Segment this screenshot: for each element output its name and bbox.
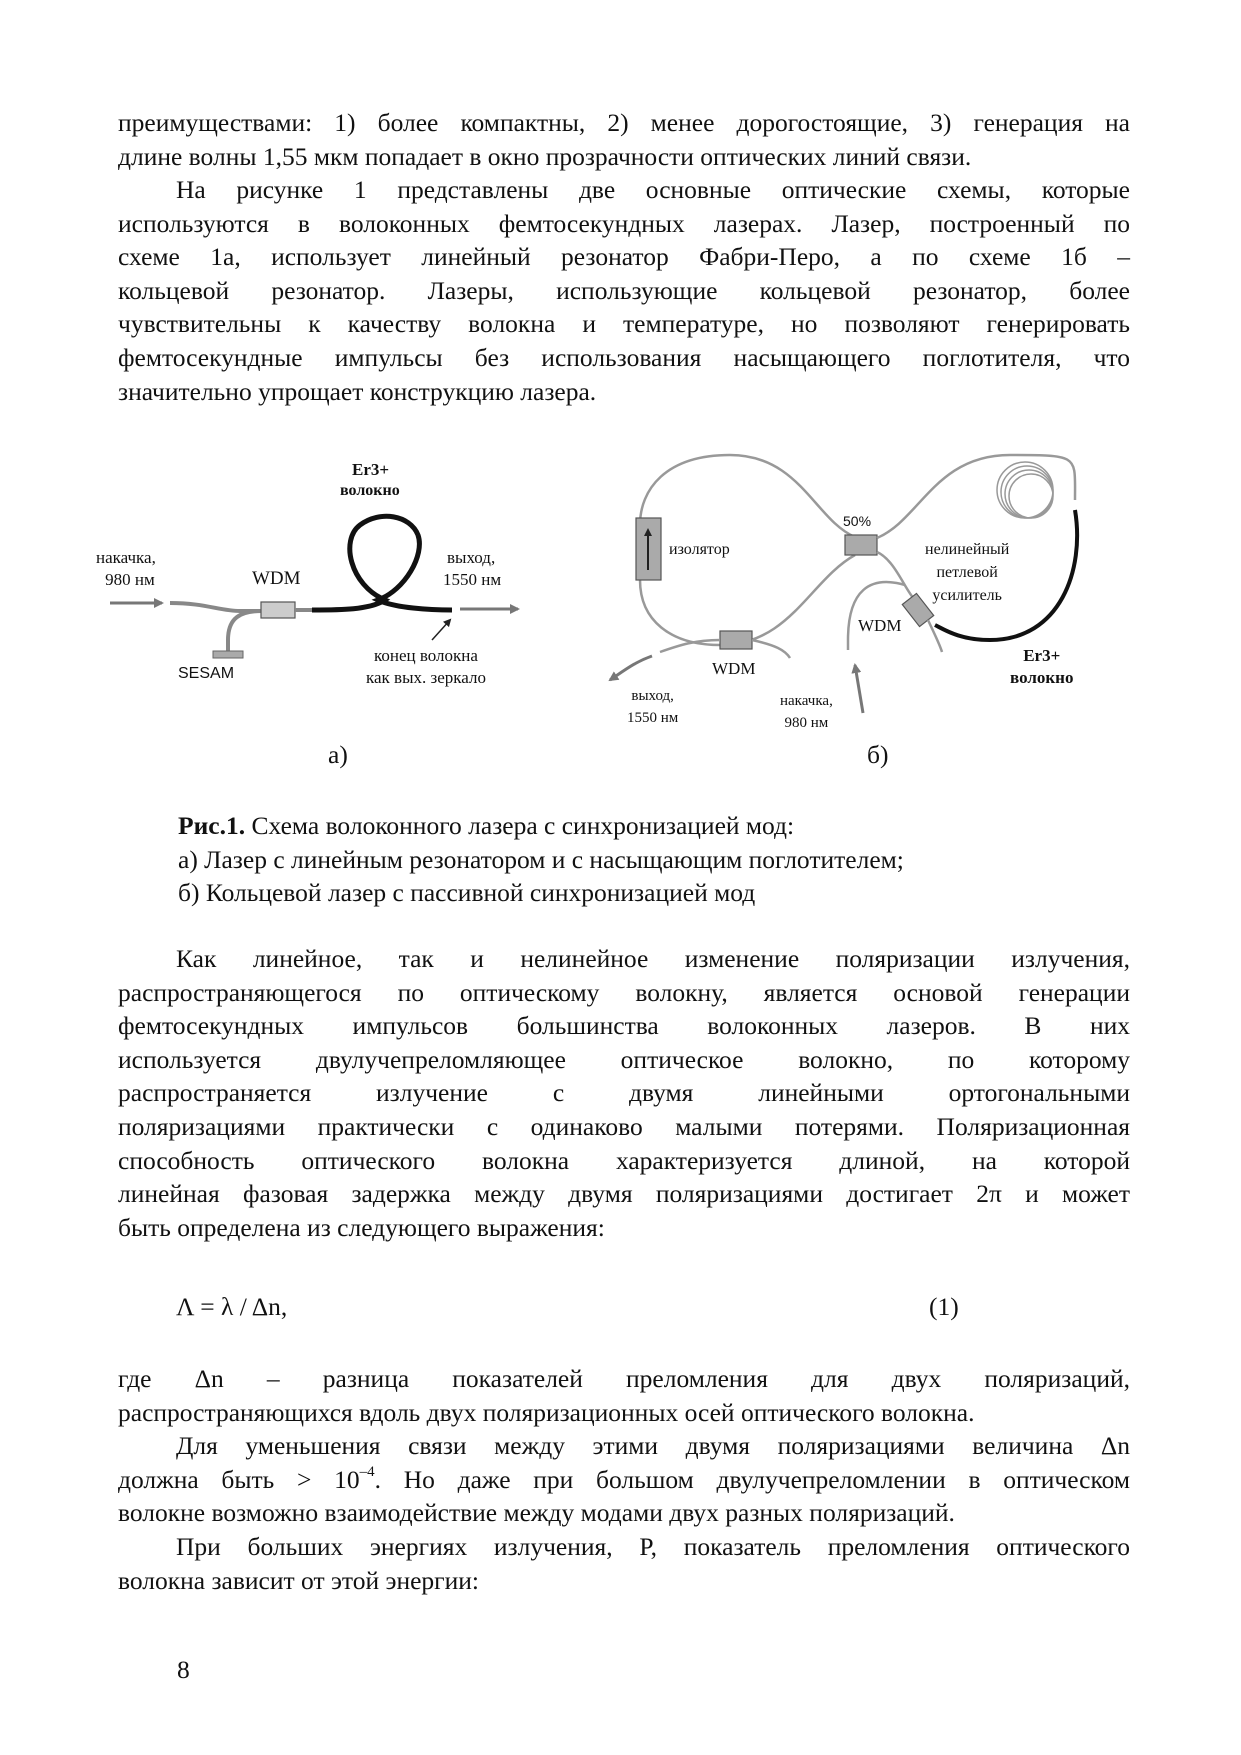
label-line: 1550 нм [627,710,679,726]
text-line: На рисунке 1 представлены две основные оптические схемы, которые [176,175,1130,204]
text-line: распространяющегося по оптическому волокну, является основой генерации [118,977,1130,1007]
text-line: распространяющихся вдоль двух поляризационных осей оптического волокна. [118,1397,975,1427]
label-line: 980 нм [784,715,829,731]
label-pump-b [780,690,833,734]
text-line: значительно упрощает конструкцию лазера. [118,376,597,406]
label-line: нелинейный [925,541,1010,558]
text-line: длине волны 1,55 мкм попадает в окно прозрачности оптических линий связи. [118,141,972,171]
text-line: используется двулучепреломляющее оптическое волокно, по которому [118,1044,1130,1074]
paragraph-advantages [118,106,1130,173]
label-line: выход, [447,548,496,567]
label-wdm-a: WDM [252,568,301,589]
text-line: быть определена из следующего выражения: [118,1212,605,1242]
label-output-a [443,547,502,591]
label-line: усилитель [932,587,1002,604]
label-line: петлевой [936,564,998,581]
subfigure-label-b: б) [867,740,889,769]
sesam-mirror [213,651,243,658]
label-line: накачка, [780,693,833,709]
paragraph-where [118,1362,1130,1429]
label-nolm [925,538,1009,607]
label-line: 980 нм [105,570,155,589]
text-line: кольцевой резонатор. Лазеры, использующие кольцевой резонатор, более [118,275,1130,305]
label-fiber-end [366,645,486,689]
superscript-exponent: –4 [359,1463,375,1480]
wdm-bottom [720,631,752,649]
pump-arrow-icon [855,665,863,713]
text-fragment: . Но даже при большом двулучепреломлении в оптическом [374,1464,1130,1494]
text-line: поляризациями практически с одинаково малыми потерями. Поляризационная [118,1111,1130,1141]
figure-caption [178,809,904,910]
text-line: схеме 1а, использует линейный резонатор Фабри-Перо, а по схеме 1б – [118,242,1130,272]
fiber-coil [997,462,1053,518]
paragraph-energy [118,1530,1130,1597]
label-line: Er3+ [1023,646,1061,665]
er-fiber-loop [312,516,452,610]
paragraph-schemes [118,173,1130,408]
label-er-fiber-b [1010,645,1073,689]
caption-label: Рис.1. [178,811,246,840]
paragraph-coupling [118,1429,1130,1530]
text-line [118,1463,1130,1497]
text-line: линейная фазовая задержка между двумя поляризациями достигает 2π и может [118,1179,1130,1209]
label-isolator: изолятор [669,541,730,558]
label-line: выход, [631,688,674,704]
text-line: волокне возможно взаимодействие между модами двух разных поляризаций. [118,1498,955,1528]
subfigure-label-a: а) [328,740,348,769]
label-wdm-right: WDM [858,616,902,635]
label-fiber: волокно [340,482,400,499]
label-line: волокно [1010,668,1074,687]
paragraph-polarization [118,942,1130,1244]
text-line: чувствительны к качеству волокна и температуре, но позволяют генерировать [118,309,1130,339]
text-line: фемтосекундные импульсы без использования насыщающего поглотителя, что [118,342,1130,372]
label-pump-a [96,547,156,591]
label-coupler-50: 50% [843,513,872,529]
text-line: фемтосекундных импульсов большинства волоконных лазеров. В них [118,1011,1130,1041]
text-fragment: должна быть > 10 [118,1464,360,1494]
wdm-coupler [261,602,295,618]
label-line: как вых. зеркало [366,668,486,687]
text-line: Как линейное, так и нелинейное изменение поляризации излучения, [176,944,1130,973]
label-line: Er3+ [352,460,390,479]
caption-line-b: б) Кольцевой лазер с пассивной синхронизацией мод [178,878,756,908]
text-line: распространяется излучение с двумя линейными ортогональными [118,1078,1130,1108]
label-er-fiber [352,460,389,480]
caption-title [178,809,904,843]
text-line: преимуществами: 1) более компактны, 2) менее дорогостоящие, 3) генерация на [118,108,1130,137]
caption-line-a: а) Лазер с линейным резонатором и с насыщающим поглотителем; [178,844,904,874]
text-line: Для уменьшения связи между этими двумя поляризациями величина Δn [176,1431,1130,1460]
text-line: способность оптического волокна характеризуется длиной, на которой [118,1145,1130,1175]
figure-1 [0,440,1241,780]
text-line: волокна зависит от этой энергии: [118,1565,479,1595]
caption-title-text: Схема волоконного лазера с синхронизацией мод: [245,811,795,840]
formula-number: (1) [929,1292,959,1321]
text-line: используются в волоконных фемтосекундных лазерах. Лазер, построенный по [118,208,1130,238]
coupler-50 [845,535,877,555]
label-line: конец волокна [373,646,478,665]
page-number: 8 [177,1655,190,1684]
formula-expression: Λ = λ / Δn, [176,1292,288,1321]
label-wdm-bottom: WDM [712,659,756,678]
text-line: При больших энергиях излучения, P, показатель преломления оптического [176,1532,1130,1561]
text-line: где Δn – разница показателей преломления для двух поляризаций, [118,1364,1130,1393]
label-output-b [627,685,678,729]
pointer-arrow-icon [432,620,450,640]
label-line: накачка, [96,548,156,567]
label-sesam: SESAM [178,665,235,682]
label-line: 1550 нм [443,570,502,589]
output-arrow-icon [610,656,652,680]
